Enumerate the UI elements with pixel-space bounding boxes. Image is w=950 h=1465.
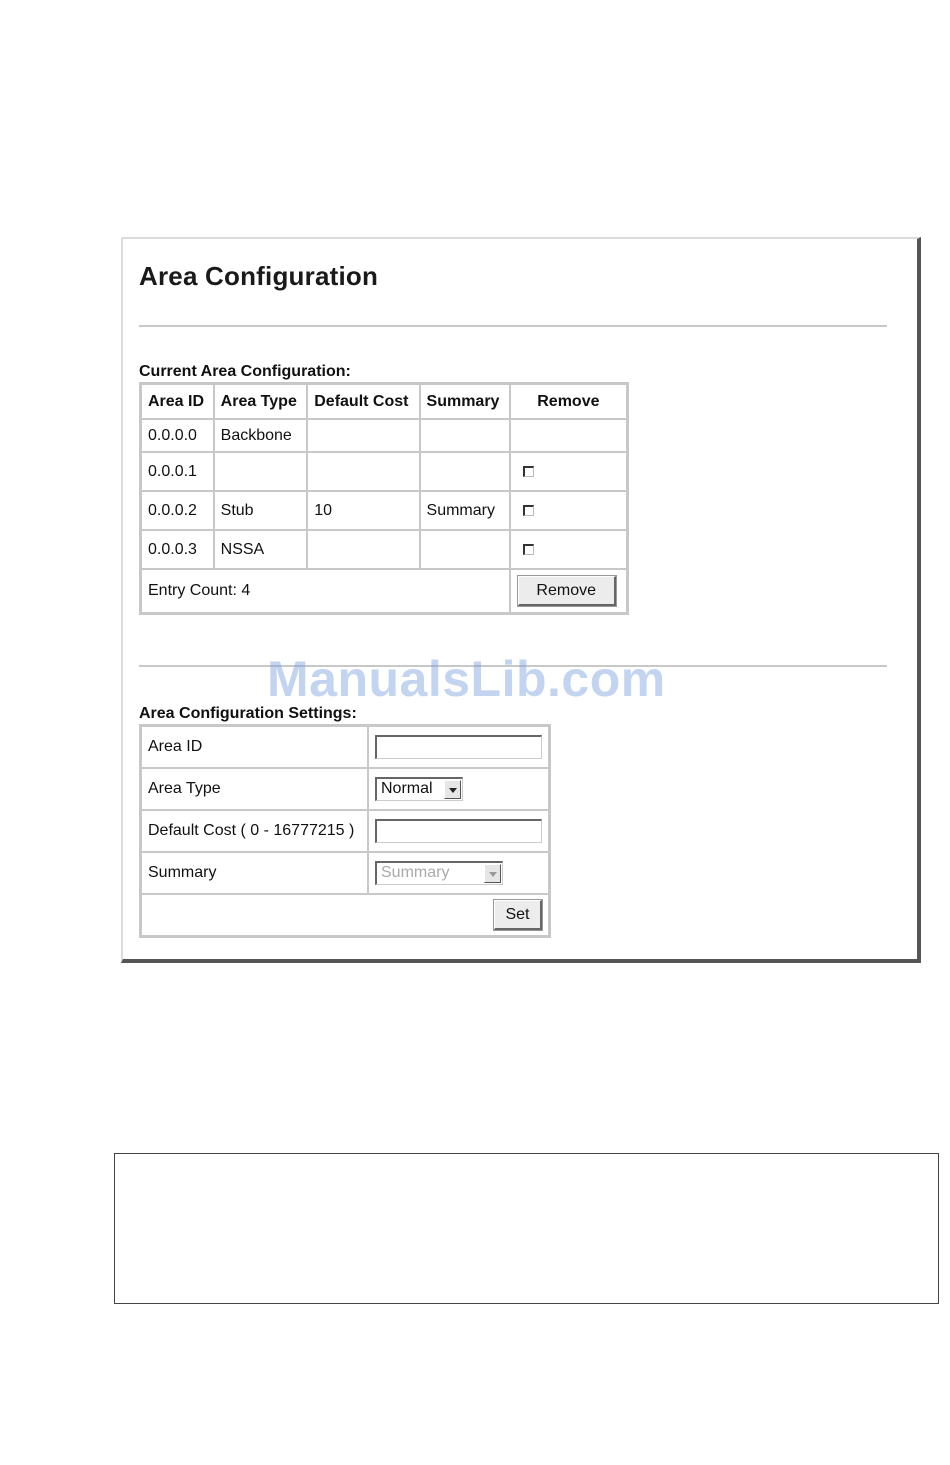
cell-area-id: 0.0.0.0	[141, 419, 214, 452]
cell-remove	[510, 530, 627, 569]
area-settings-table	[139, 724, 551, 938]
cell-default-cost	[307, 452, 419, 491]
cell-area-id: 0.0.0.3	[141, 530, 214, 569]
cell-summary: Summary	[420, 491, 510, 530]
remove-checkbox[interactable]	[523, 544, 534, 555]
table-footer-row	[141, 569, 627, 613]
cell-area-id: 0.0.0.2	[141, 491, 214, 530]
cell-remove-button	[510, 569, 627, 613]
area-id-input[interactable]	[375, 735, 542, 759]
cell-remove	[510, 452, 627, 491]
settings-row-area-type	[141, 768, 549, 810]
watermark: ManualsLib.com	[267, 651, 666, 707]
area-type-label: Area Type	[141, 768, 368, 810]
area-type-cell	[368, 768, 549, 810]
default-cost-label: Default Cost ( 0 - 16777215 )	[141, 810, 368, 852]
summary-label: Summary	[141, 852, 368, 894]
summary-select	[375, 861, 503, 885]
settings-row-default-cost	[141, 810, 549, 852]
area-configuration-panel	[121, 237, 921, 963]
table-row	[141, 530, 627, 569]
cell-remove	[510, 419, 627, 452]
default-cost-input[interactable]	[375, 819, 542, 843]
col-header-area-type: Area Type	[214, 384, 308, 419]
remove-checkbox[interactable]	[523, 466, 534, 477]
table-row	[141, 419, 627, 452]
cell-area-type: NSSA	[214, 530, 308, 569]
cell-default-cost: 10	[307, 491, 419, 530]
settings-row-summary	[141, 852, 549, 894]
current-area-table	[139, 382, 629, 615]
page-title: Area Configuration	[139, 261, 379, 291]
cell-default-cost	[307, 419, 419, 452]
table-row	[141, 452, 627, 491]
current-area-config-label: Current Area Configuration:	[139, 363, 351, 380]
cell-area-id: 0.0.0.1	[141, 452, 214, 491]
area-type-select[interactable]	[375, 777, 463, 801]
table-row	[141, 491, 627, 530]
settings-row-actions	[141, 894, 549, 936]
chevron-down-icon	[484, 864, 501, 883]
col-header-remove: Remove	[510, 384, 627, 419]
cell-default-cost	[307, 530, 419, 569]
cell-area-type: Backbone	[214, 419, 308, 452]
settings-row-area-id	[141, 726, 549, 768]
cell-area-type: Stub	[214, 491, 308, 530]
entry-count: Entry Count: 4	[141, 569, 510, 613]
area-type-selected: Normal	[381, 780, 433, 797]
cell-summary	[420, 419, 510, 452]
chevron-down-icon[interactable]	[444, 780, 461, 799]
area-config-settings-label: Area Configuration Settings:	[139, 705, 357, 722]
actions-cell	[141, 894, 549, 936]
area-id-label: Area ID	[141, 726, 368, 768]
cell-summary	[420, 452, 510, 491]
remove-checkbox[interactable]	[523, 505, 534, 516]
col-header-area-id: Area ID	[141, 384, 214, 419]
area-id-cell	[368, 726, 549, 768]
cell-summary	[420, 530, 510, 569]
note-box	[114, 1153, 939, 1304]
divider-top	[139, 325, 887, 327]
cell-remove	[510, 491, 627, 530]
summary-cell	[368, 852, 549, 894]
set-button[interactable]: Set	[494, 900, 542, 930]
col-header-default-cost: Default Cost	[307, 384, 419, 419]
cell-area-type	[214, 452, 308, 491]
remove-button[interactable]: Remove	[518, 576, 616, 606]
col-header-summary: Summary	[420, 384, 510, 419]
summary-selected: Summary	[381, 864, 450, 881]
default-cost-cell	[368, 810, 549, 852]
